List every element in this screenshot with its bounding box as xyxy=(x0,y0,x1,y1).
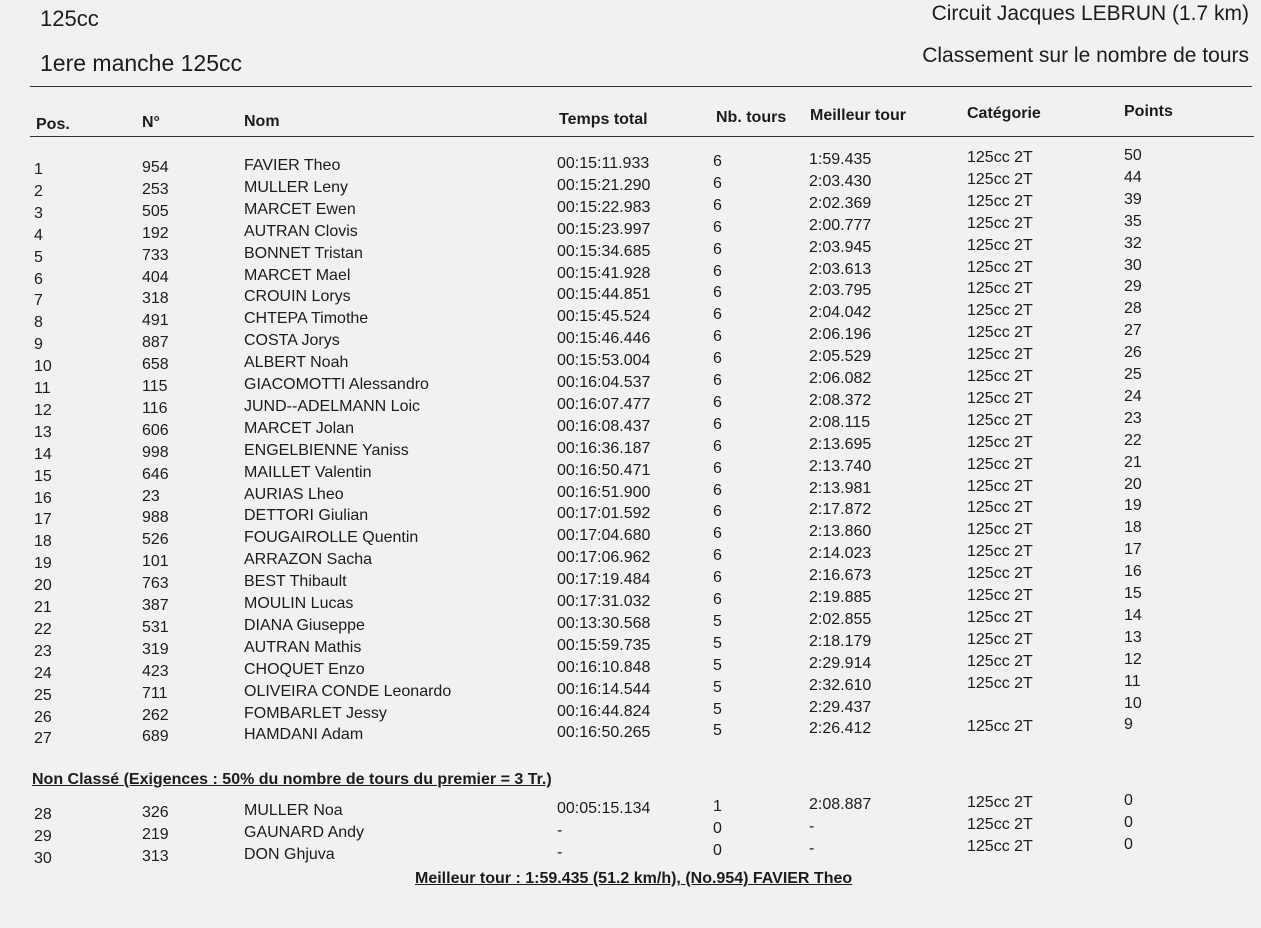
cell-points: 14 xyxy=(1124,606,1142,624)
table-row xyxy=(0,212,1261,244)
cell-number: 658 xyxy=(142,356,169,374)
cell-pos: 16 xyxy=(34,489,52,507)
cell-pos: 30 xyxy=(34,849,52,867)
cell-name: DON Ghjuva xyxy=(244,845,335,863)
cell-number: 954 xyxy=(142,159,169,176)
cell-category: 125cc 2T xyxy=(967,587,1033,604)
cell-pos: 12 xyxy=(34,401,52,419)
cell-laps: 6 xyxy=(713,503,722,521)
cell-category: 125cc 2T xyxy=(967,521,1033,539)
cell-pos: 2 xyxy=(34,182,43,200)
cell-best-lap: - xyxy=(809,839,815,857)
cell-category: 125cc 2T xyxy=(967,411,1033,429)
cell-pos: 14 xyxy=(34,445,52,463)
cell-pos: 3 xyxy=(34,204,43,222)
cell-category: 125cc 2T xyxy=(967,455,1033,473)
cell-number: 253 xyxy=(142,180,169,198)
cell-laps: 5 xyxy=(713,656,722,674)
cell-name: FOMBARLET Jessy xyxy=(244,704,387,722)
cell-number: 998 xyxy=(142,443,169,461)
cell-pos: 22 xyxy=(34,620,52,638)
cell-name: CHTEPA Timothe xyxy=(244,310,369,328)
cell-pos: 6 xyxy=(34,270,43,288)
cell-category: 125cc 2T xyxy=(967,652,1033,670)
cell-number: 988 xyxy=(142,509,169,527)
cell-points: 0 xyxy=(1124,813,1133,831)
cell-best-lap: 2:08.115 xyxy=(809,413,871,431)
cell-points: 24 xyxy=(1124,387,1142,405)
cell-total-time: 00:17:06.962 xyxy=(557,549,651,567)
cell-total-time: 00:15:41.928 xyxy=(557,264,651,282)
cell-number: 192 xyxy=(142,224,169,242)
cell-points: 13 xyxy=(1124,628,1142,646)
cell-best-lap: 2:13.740 xyxy=(809,457,872,475)
cell-category: 125cc 2T xyxy=(967,433,1033,451)
cell-points: 32 xyxy=(1124,234,1142,252)
cell-total-time: 00:17:31.032 xyxy=(557,593,651,610)
cell-number: 887 xyxy=(142,334,169,352)
cell-points: 0 xyxy=(1124,835,1133,853)
cell-name: CHOQUET Enzo xyxy=(244,660,365,678)
cell-best-lap: 2:29.914 xyxy=(809,654,872,672)
cell-best-lap: 2:04.042 xyxy=(809,304,872,322)
cell-laps: 6 xyxy=(713,350,722,368)
cell-best-lap: 2:17.872 xyxy=(809,501,872,519)
table-row xyxy=(0,650,1261,682)
cell-best-lap: 2:02.369 xyxy=(809,194,872,212)
cell-points: 35 xyxy=(1124,212,1142,230)
cell-category: 125cc 2T xyxy=(967,346,1033,364)
cell-category: 125cc 2T xyxy=(967,214,1033,232)
cell-name: CROUIN Lorys xyxy=(244,288,351,306)
cell-laps: 0 xyxy=(713,819,722,837)
cell-pos: 8 xyxy=(34,314,43,332)
cell-category: 125cc 2T xyxy=(967,837,1033,855)
column-header-name: Nom xyxy=(244,113,280,130)
cell-number: 404 xyxy=(142,268,169,286)
cell-laps: 6 xyxy=(713,569,722,587)
cell-best-lap: 2:13.695 xyxy=(809,435,872,453)
cell-name: AURIAS Lheo xyxy=(244,485,344,503)
cell-laps: 6 xyxy=(713,306,722,324)
cell-laps: 1 xyxy=(713,798,722,815)
cell-category: 125cc 2T xyxy=(967,280,1033,298)
cell-category: 125cc 2T xyxy=(967,815,1033,833)
cell-laps: 6 xyxy=(713,415,722,433)
table-row xyxy=(0,409,1261,441)
cell-best-lap: 2:02.855 xyxy=(809,610,872,628)
cell-name: MARCET Jolan xyxy=(244,419,354,437)
column-header-total-time: Temps total xyxy=(559,111,648,128)
cell-category: 125cc 2T xyxy=(967,630,1033,648)
cell-points: 23 xyxy=(1124,409,1142,427)
cell-pos: 15 xyxy=(34,467,52,485)
cell-points: 16 xyxy=(1124,563,1142,581)
cell-name: DETTORI Giulian xyxy=(244,507,369,525)
cell-points: 20 xyxy=(1124,475,1142,493)
cell-laps: 6 xyxy=(713,284,722,302)
cell-name: ALBERT Noah xyxy=(244,354,349,372)
cell-total-time: 00:16:51.900 xyxy=(557,483,651,501)
cell-points: 9 xyxy=(1124,716,1133,734)
cell-pos: 23 xyxy=(34,642,52,660)
cell-name: FOUGAIROLLE Quentin xyxy=(244,529,419,547)
cell-laps: 0 xyxy=(713,841,722,859)
cell-category: 125cc 2T xyxy=(967,794,1033,811)
cell-best-lap: 2:14.023 xyxy=(809,545,872,563)
ranking-type: Classement sur le nombre de tours xyxy=(922,44,1249,67)
cell-total-time: 00:16:44.824 xyxy=(557,702,651,720)
cell-points: 22 xyxy=(1124,431,1142,449)
cell-total-time: 00:17:01.592 xyxy=(557,505,651,523)
cell-laps: 5 xyxy=(713,700,722,718)
cell-total-time: 00:15:34.685 xyxy=(557,242,651,260)
cell-category: 125cc 2T xyxy=(967,565,1033,583)
cell-points: 19 xyxy=(1124,497,1142,515)
cell-laps: 6 xyxy=(713,393,722,411)
cell-category: 125cc 2T xyxy=(967,543,1033,561)
cell-pos: 17 xyxy=(34,511,52,529)
cell-best-lap: 2:03.795 xyxy=(809,282,872,300)
cell-pos: 11 xyxy=(34,380,51,397)
cell-total-time: 00:15:45.524 xyxy=(557,308,651,326)
cell-name: COSTA Jorys xyxy=(244,332,340,350)
race-title: 1ere manche 125cc xyxy=(40,50,243,76)
cell-laps: 6 xyxy=(713,459,722,477)
cell-pos: 20 xyxy=(34,577,52,595)
cell-name: FAVIER Theo xyxy=(244,157,341,174)
cell-laps: 6 xyxy=(713,262,722,280)
cell-best-lap: 2:00.777 xyxy=(809,216,872,234)
column-header-best-lap: Meilleur tour xyxy=(810,107,907,124)
class-title: 125cc xyxy=(40,6,99,31)
cell-name: MAILLET Valentin xyxy=(244,463,372,481)
cell-name: BONNET Tristan xyxy=(244,244,363,262)
cell-number: 318 xyxy=(142,290,169,308)
table-row xyxy=(0,344,1261,376)
cell-total-time: 00:16:08.437 xyxy=(557,417,651,435)
cell-name: MARCET Mael xyxy=(244,266,351,284)
table-row xyxy=(0,716,1261,748)
cell-category: 125cc 2T xyxy=(967,302,1033,320)
column-header-laps: Nb. tours xyxy=(716,109,787,126)
cell-best-lap: 2:06.082 xyxy=(809,370,872,387)
cell-number: 219 xyxy=(142,825,169,843)
top-divider xyxy=(30,86,1252,87)
cell-total-time: 00:16:50.265 xyxy=(557,724,651,742)
cell-name: MULLER Leny xyxy=(244,178,349,196)
cell-category: 125cc 2T xyxy=(967,149,1033,166)
cell-best-lap: 2:03.945 xyxy=(809,238,872,256)
cell-pos: 25 xyxy=(34,686,52,704)
cell-category: 125cc 2T xyxy=(967,499,1033,517)
cell-name: OLIVEIRA CONDE Leonardo xyxy=(244,682,452,700)
cell-laps: 5 xyxy=(713,722,722,740)
cell-total-time: 00:16:04.537 xyxy=(557,374,651,391)
cell-number: 526 xyxy=(142,531,169,549)
table-row xyxy=(0,431,1261,463)
cell-points: 0 xyxy=(1124,792,1133,809)
cell-name: MARCET Ewen xyxy=(244,200,356,218)
cell-category: 125cc 2T xyxy=(967,236,1033,254)
cell-best-lap: 2:29.437 xyxy=(809,698,872,716)
cell-category: 125cc 2T xyxy=(967,324,1033,342)
cell-total-time: 00:17:19.484 xyxy=(557,571,651,589)
cell-name: BEST Thibault xyxy=(244,573,347,591)
cell-number: 313 xyxy=(142,847,169,865)
cell-number: 262 xyxy=(142,706,169,724)
cell-laps: 5 xyxy=(713,678,722,696)
cell-points: 12 xyxy=(1124,650,1142,668)
cell-pos: 7 xyxy=(34,292,43,310)
cell-number: 387 xyxy=(142,597,169,614)
cell-total-time: 00:15:46.446 xyxy=(557,330,651,348)
cell-best-lap: 2:03.613 xyxy=(809,260,872,278)
cell-name: HAMDANI Adam xyxy=(244,726,364,744)
cell-points: 28 xyxy=(1124,300,1142,318)
cell-points: 25 xyxy=(1124,366,1142,383)
cell-number: 763 xyxy=(142,575,169,593)
cell-pos: 4 xyxy=(34,226,43,244)
cell-total-time: 00:16:10.848 xyxy=(557,658,651,676)
cell-laps: 6 xyxy=(713,481,722,499)
cell-pos: 21 xyxy=(34,599,52,616)
cell-category: 125cc 2T xyxy=(967,718,1033,736)
cell-total-time: 00:15:23.997 xyxy=(557,220,651,238)
cell-number: 423 xyxy=(142,662,169,680)
cell-pos: 27 xyxy=(34,730,52,748)
cell-pos: 5 xyxy=(34,248,43,266)
cell-number: 319 xyxy=(142,640,169,658)
cell-laps: 6 xyxy=(713,153,722,170)
cell-category: 125cc 2T xyxy=(967,389,1033,407)
cell-total-time: 00:15:44.851 xyxy=(557,286,651,304)
cell-best-lap: 1:59.435 xyxy=(809,151,872,168)
cell-pos: 13 xyxy=(34,423,52,441)
cell-laps: 6 xyxy=(713,372,722,389)
cell-category: 125cc 2T xyxy=(967,368,1033,385)
cell-name: GIACOMOTTI Alessandro xyxy=(244,376,429,393)
cell-total-time: 00:15:21.290 xyxy=(557,176,651,194)
cell-pos: 19 xyxy=(34,555,52,573)
cell-pos: 26 xyxy=(34,708,52,726)
cell-number: 711 xyxy=(142,684,168,702)
cell-laps: 6 xyxy=(713,218,722,236)
cell-best-lap: 2:08.372 xyxy=(809,391,872,409)
cell-pos: 1 xyxy=(34,161,43,178)
cell-category: 125cc 2T xyxy=(967,258,1033,276)
cell-laps: 5 xyxy=(713,634,722,652)
cell-laps: 6 xyxy=(713,525,722,543)
cell-laps: 6 xyxy=(713,437,722,455)
cell-points: 39 xyxy=(1124,190,1142,208)
cell-total-time: 00:15:59.735 xyxy=(557,636,651,654)
cell-laps: 6 xyxy=(713,174,722,192)
cell-best-lap: 2:13.860 xyxy=(809,523,872,541)
cell-number: 491 xyxy=(142,312,169,330)
circuit-title: Circuit Jacques LEBRUN (1.7 km) xyxy=(931,2,1249,25)
cell-points: 26 xyxy=(1124,344,1142,362)
cell-points: 44 xyxy=(1124,168,1142,186)
cell-best-lap: 2:06.196 xyxy=(809,326,872,344)
best-lap-summary: Meilleur tour : 1:59.435 (51.2 km/h), (No.954) FAVIER Theo xyxy=(415,870,853,887)
cell-number: 606 xyxy=(142,421,169,439)
cell-number: 505 xyxy=(142,202,169,220)
cell-pos: 29 xyxy=(34,827,52,845)
cell-category: 125cc 2T xyxy=(967,192,1033,210)
cell-laps: 5 xyxy=(713,612,722,630)
non-classified-label: Non Classé (Exigences : 50% du nombre de tours du premier = 3 Tr.) xyxy=(32,771,552,788)
table-row xyxy=(0,792,1261,823)
cell-number: 23 xyxy=(142,487,160,505)
cell-name: MULLER Noa xyxy=(244,802,343,819)
cell-pos: 10 xyxy=(34,358,52,376)
table-row xyxy=(0,147,1261,178)
cell-laps: 6 xyxy=(713,547,722,565)
cell-total-time: 00:16:36.187 xyxy=(557,439,651,457)
cell-pos: 18 xyxy=(34,533,52,551)
cell-laps: 6 xyxy=(713,240,722,258)
cell-total-time: 00:16:50.471 xyxy=(557,461,651,479)
cell-total-time: 00:05:15.134 xyxy=(557,800,651,817)
cell-category: 125cc 2T xyxy=(967,477,1033,495)
cell-best-lap: 2:16.673 xyxy=(809,567,872,585)
table-row xyxy=(0,256,1261,288)
cell-points: 15 xyxy=(1124,585,1142,602)
cell-total-time: 00:15:53.004 xyxy=(557,352,651,370)
cell-best-lap: 2:13.981 xyxy=(809,479,872,497)
cell-points: 30 xyxy=(1124,256,1142,274)
cell-pos: 24 xyxy=(34,664,52,682)
table-row xyxy=(0,387,1261,419)
cell-name: ENGELBIENNE Yaniss xyxy=(244,441,409,459)
table-row xyxy=(0,168,1261,200)
column-header-pos: Pos. xyxy=(36,116,70,133)
column-header-category: Catégorie xyxy=(967,105,1041,122)
cell-pos: 28 xyxy=(34,806,52,823)
cell-category: 125cc 2T xyxy=(967,608,1033,626)
cell-number: 689 xyxy=(142,728,169,746)
cell-total-time: 00:13:30.568 xyxy=(557,614,651,632)
cell-category: 125cc 2T xyxy=(967,170,1033,188)
cell-points: 10 xyxy=(1124,694,1142,712)
cell-number: 116 xyxy=(142,399,168,417)
cell-points: 18 xyxy=(1124,519,1142,537)
cell-best-lap: 2:32.610 xyxy=(809,676,872,694)
cell-best-lap: 2:05.529 xyxy=(809,348,872,366)
cell-total-time: 00:16:14.544 xyxy=(557,680,651,698)
cell-number: 646 xyxy=(142,465,169,483)
cell-total-time: - xyxy=(557,843,563,861)
cell-best-lap: 2:08.887 xyxy=(809,796,872,813)
cell-number: 531 xyxy=(142,618,169,636)
cell-best-lap: 2:19.885 xyxy=(809,589,872,606)
cell-points: 11 xyxy=(1124,672,1141,690)
cell-laps: 6 xyxy=(713,591,722,608)
cell-number: 326 xyxy=(142,804,169,821)
cell-points: 21 xyxy=(1124,453,1142,471)
header-divider xyxy=(30,136,1254,137)
cell-points: 29 xyxy=(1124,278,1142,296)
cell-number: 101 xyxy=(142,553,169,571)
cell-name: ARRAZON Sacha xyxy=(244,551,373,569)
column-header-number: N° xyxy=(142,114,160,131)
cell-laps: 6 xyxy=(713,328,722,346)
cell-category: 125cc 2T xyxy=(967,674,1033,692)
cell-points: 17 xyxy=(1124,541,1142,559)
table-row xyxy=(0,234,1261,266)
cell-total-time: - xyxy=(557,821,563,839)
cell-pos: 9 xyxy=(34,336,43,354)
cell-best-lap: 2:03.430 xyxy=(809,172,872,190)
cell-number: 733 xyxy=(142,246,169,264)
cell-number: 115 xyxy=(142,378,168,395)
cell-points: 50 xyxy=(1124,147,1142,164)
cell-best-lap: 2:18.179 xyxy=(809,632,872,650)
cell-total-time: 00:15:11.933 xyxy=(557,155,650,172)
cell-total-time: 00:15:22.983 xyxy=(557,198,651,216)
table-row xyxy=(0,519,1261,551)
cell-name: DIANA Giuseppe xyxy=(244,616,365,634)
cell-laps: 6 xyxy=(713,196,722,214)
table-row xyxy=(0,190,1261,222)
cell-total-time: 00:16:07.477 xyxy=(557,395,651,413)
cell-best-lap: 2:26.412 xyxy=(809,720,872,738)
cell-total-time: 00:17:04.680 xyxy=(557,527,651,545)
cell-name: AUTRAN Mathis xyxy=(244,638,362,656)
cell-name: AUTRAN Clovis xyxy=(244,222,358,240)
cell-points: 27 xyxy=(1124,322,1142,340)
cell-name: JUND--ADELMANN Loic xyxy=(244,397,421,415)
cell-name: MOULIN Lucas xyxy=(244,595,354,612)
column-header-points: Points xyxy=(1124,103,1173,120)
cell-best-lap: - xyxy=(809,817,815,835)
cell-name: GAUNARD Andy xyxy=(244,823,365,841)
